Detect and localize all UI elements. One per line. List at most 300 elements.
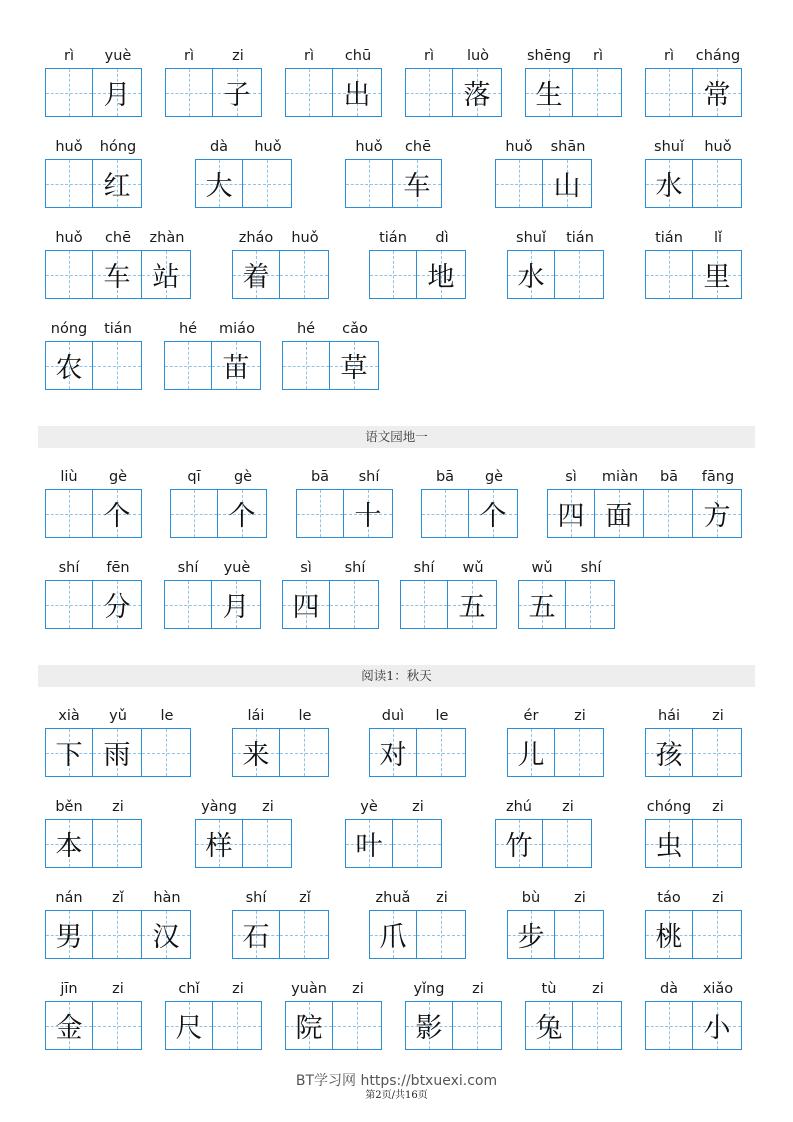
- pinyin-syllable: zháo: [238, 230, 274, 246]
- character-cell: [693, 68, 742, 117]
- blank-writing-cell[interactable]: [165, 68, 213, 117]
- hanzi-character: 桃: [655, 922, 683, 953]
- tianzige-boxes: [285, 1001, 382, 1050]
- word-row: [0, 886, 793, 976]
- hanzi-character: 叶: [355, 831, 383, 862]
- section-title-yuwen-yuandi: 语文园地一: [38, 426, 755, 448]
- hanzi-character: 虫: [655, 831, 683, 862]
- hanzi-character: 石: [242, 922, 270, 953]
- hanzi-character: 分: [103, 592, 131, 623]
- hanzi-character: 步: [517, 922, 545, 953]
- blank-writing-cell[interactable]: [693, 910, 742, 959]
- character-cell: [417, 250, 466, 299]
- hanzi-character: 车: [103, 262, 131, 293]
- tianzige-boxes: [645, 1001, 742, 1050]
- blank-writing-cell[interactable]: [164, 341, 212, 390]
- hanzi-character: 爪: [379, 922, 407, 953]
- character-cell: [507, 910, 555, 959]
- character-cell: [218, 489, 267, 538]
- pinyin-syllable: yǔ: [109, 708, 127, 724]
- pinyin-syllable: zi: [352, 981, 364, 997]
- tianzige-boxes: [232, 728, 329, 777]
- pinyin-syllable: bā: [310, 469, 330, 485]
- hanzi-character: 月: [103, 80, 131, 111]
- blank-writing-cell[interactable]: [333, 1001, 382, 1050]
- pinyin-syllable: ér: [523, 708, 539, 724]
- tianzige-boxes: [282, 341, 379, 390]
- character-cell: [507, 250, 555, 299]
- pinyin-syllable: gè: [484, 469, 504, 485]
- section-title-reading-autumn: 阅读1：秋天: [38, 665, 755, 687]
- blank-writing-cell[interactable]: [280, 728, 329, 777]
- footer-page-number: 第2页/共16页: [365, 1090, 428, 1101]
- pinyin-syllable: miáo: [219, 321, 255, 337]
- pinyin-syllable: zi: [232, 981, 244, 997]
- tianzige-boxes: [195, 159, 292, 208]
- character-cell: [595, 489, 644, 538]
- blank-writing-cell[interactable]: [164, 580, 212, 629]
- character-cell: [195, 159, 243, 208]
- hanzi-character: 里: [703, 262, 731, 293]
- tianzige-boxes: [495, 819, 592, 868]
- character-cell: [282, 580, 330, 629]
- pinyin-syllable: zi: [562, 799, 574, 815]
- pinyin-syllable: shí: [413, 560, 435, 576]
- pinyin-syllable: chū: [344, 48, 372, 64]
- pinyin-syllable: běn: [55, 799, 83, 815]
- tianzige-boxes: [495, 159, 592, 208]
- hanzi-character: 落: [463, 80, 491, 111]
- blank-writing-cell[interactable]: [421, 489, 469, 538]
- pinyin-syllable: jīn: [60, 981, 78, 997]
- tianzige-boxes: [645, 159, 742, 208]
- tianzige-boxes: [645, 728, 742, 777]
- pinyin-syllable: wǔ: [462, 560, 484, 576]
- pinyin-syllable: zi: [112, 981, 124, 997]
- pinyin-syllable: zi: [574, 890, 586, 906]
- pinyin-syllable: nán: [55, 890, 83, 906]
- pinyin-syllable: zi: [712, 799, 724, 815]
- blank-writing-cell[interactable]: [566, 580, 615, 629]
- blank-writing-cell[interactable]: [645, 68, 693, 117]
- pinyin-syllable: shí: [245, 890, 267, 906]
- pinyin-syllable: tián: [104, 321, 132, 337]
- tianzige-boxes: [45, 728, 191, 777]
- blank-writing-cell[interactable]: [45, 68, 93, 117]
- word-row: [0, 135, 793, 225]
- pinyin-syllable: huǒ: [55, 230, 83, 246]
- hanzi-character: 儿: [517, 740, 545, 771]
- blank-writing-cell[interactable]: [45, 580, 93, 629]
- blank-writing-cell[interactable]: [453, 1001, 502, 1050]
- hanzi-character: 大: [205, 171, 233, 202]
- pinyin-syllable: le: [298, 708, 312, 724]
- hanzi-character: 车: [403, 171, 431, 202]
- pinyin-syllable: cǎo: [342, 321, 368, 337]
- pinyin-syllable: hàn: [153, 890, 181, 906]
- character-cell: [330, 341, 379, 390]
- character-cell: [393, 159, 442, 208]
- pinyin-syllable: le: [435, 708, 449, 724]
- character-cell: [45, 341, 93, 390]
- tianzige-boxes: [645, 910, 742, 959]
- hanzi-character: 月: [222, 592, 250, 623]
- hanzi-character: 地: [427, 262, 455, 293]
- hanzi-character: 五: [528, 592, 556, 623]
- tianzige-boxes: [45, 1001, 142, 1050]
- pinyin-syllable: shān: [550, 139, 586, 155]
- hanzi-character: 水: [517, 262, 545, 293]
- character-cell: [453, 68, 502, 117]
- pinyin-syllable: rì: [424, 48, 434, 64]
- hanzi-character: 男: [55, 922, 83, 953]
- tianzige-boxes: [165, 68, 262, 117]
- blank-writing-cell[interactable]: [645, 250, 693, 299]
- tianzige-boxes: [45, 580, 142, 629]
- word-row: [0, 44, 793, 134]
- character-cell: [693, 250, 742, 299]
- pinyin-syllable: bù: [521, 890, 541, 906]
- character-cell: [518, 580, 566, 629]
- blank-writing-cell[interactable]: [555, 250, 604, 299]
- tianzige-boxes: [45, 819, 142, 868]
- hanzi-character: 苗: [222, 353, 250, 384]
- tianzige-boxes: [400, 580, 497, 629]
- tianzige-boxes: [45, 489, 142, 538]
- character-cell: [525, 68, 573, 117]
- hanzi-character: 四: [292, 592, 320, 623]
- hanzi-character: 面: [605, 501, 633, 532]
- tianzige-boxes: [45, 159, 142, 208]
- blank-writing-cell[interactable]: [417, 728, 466, 777]
- pinyin-syllable: zi: [574, 708, 586, 724]
- hanzi-character: 站: [152, 262, 180, 293]
- pinyin-syllable: chóng: [646, 799, 692, 815]
- character-cell: [469, 489, 518, 538]
- pinyin-syllable: shēng: [526, 48, 572, 64]
- hanzi-character: 农: [55, 353, 83, 384]
- blank-writing-cell[interactable]: [93, 341, 142, 390]
- tianzige-boxes: [421, 489, 518, 538]
- character-cell: [448, 580, 497, 629]
- blank-writing-cell[interactable]: [170, 489, 218, 538]
- blank-writing-cell[interactable]: [393, 819, 442, 868]
- blank-writing-cell[interactable]: [93, 1001, 142, 1050]
- pinyin-syllable: yuè: [223, 560, 251, 576]
- hanzi-character: 来: [242, 740, 270, 771]
- tianzige-boxes: [369, 728, 466, 777]
- pinyin-syllable: tián: [379, 230, 407, 246]
- pinyin-syllable: nóng: [50, 321, 88, 337]
- pinyin-syllable: hóng: [99, 139, 137, 155]
- pinyin-syllable: zhuǎ: [375, 890, 411, 906]
- blank-writing-cell[interactable]: [573, 1001, 622, 1050]
- blank-writing-cell[interactable]: [243, 159, 292, 208]
- tianzige-boxes: [369, 250, 466, 299]
- blank-writing-cell[interactable]: [693, 819, 742, 868]
- pinyin-syllable: dì: [435, 230, 449, 246]
- tianzige-boxes: [645, 68, 742, 117]
- tianzige-boxes: [165, 1001, 262, 1050]
- character-cell: [195, 819, 243, 868]
- character-cell: [547, 489, 595, 538]
- character-cell: [405, 1001, 453, 1050]
- blank-writing-cell[interactable]: [213, 1001, 262, 1050]
- blank-writing-cell[interactable]: [405, 68, 453, 117]
- pinyin-syllable: gè: [233, 469, 253, 485]
- hanzi-character: 尺: [175, 1013, 203, 1044]
- pinyin-syllable: tián: [655, 230, 683, 246]
- blank-writing-cell[interactable]: [369, 250, 417, 299]
- pinyin-syllable: rì: [64, 48, 74, 64]
- pinyin-syllable: yuè: [104, 48, 132, 64]
- blank-writing-cell[interactable]: [280, 910, 329, 959]
- hanzi-character: 雨: [103, 740, 131, 771]
- blank-writing-cell[interactable]: [400, 580, 448, 629]
- pinyin-syllable: lái: [247, 708, 265, 724]
- hanzi-character: 五: [458, 592, 486, 623]
- hanzi-character: 下: [55, 740, 83, 771]
- hanzi-character: 四: [557, 501, 585, 532]
- blank-writing-cell[interactable]: [693, 728, 742, 777]
- tianzige-boxes: [195, 819, 292, 868]
- blank-writing-cell[interactable]: [417, 910, 466, 959]
- character-cell: [45, 728, 93, 777]
- pinyin-syllable: bā: [659, 469, 679, 485]
- pinyin-syllable: gè: [108, 469, 128, 485]
- hanzi-character: 十: [354, 501, 382, 532]
- blank-writing-cell[interactable]: [142, 728, 191, 777]
- pinyin-syllable: shí: [344, 560, 366, 576]
- word-row: [0, 795, 793, 885]
- tianzige-boxes: [405, 1001, 502, 1050]
- blank-writing-cell[interactable]: [296, 489, 344, 538]
- pinyin-syllable: yǐng: [413, 981, 445, 997]
- tianzige-boxes: [232, 250, 329, 299]
- hanzi-character: 常: [703, 80, 731, 111]
- pinyin-syllable: zhàn: [149, 230, 185, 246]
- pinyin-syllable: sì: [565, 469, 577, 485]
- tianzige-boxes: [164, 341, 261, 390]
- tianzige-boxes: [170, 489, 267, 538]
- pinyin-syllable: fēn: [106, 560, 130, 576]
- hanzi-character: 个: [103, 501, 131, 532]
- pinyin-syllable: rì: [304, 48, 314, 64]
- blank-writing-cell[interactable]: [45, 159, 93, 208]
- character-cell: [525, 1001, 573, 1050]
- hanzi-character: 小: [703, 1013, 731, 1044]
- tianzige-boxes: [369, 910, 466, 959]
- pinyin-syllable: chǐ: [178, 981, 200, 997]
- pinyin-syllable: xià: [58, 708, 80, 724]
- pinyin-syllable: chē: [104, 230, 132, 246]
- tianzige-boxes: [518, 580, 615, 629]
- pinyin-syllable: shí: [580, 560, 602, 576]
- character-cell: [232, 250, 280, 299]
- tianzige-boxes: [405, 68, 502, 117]
- hanzi-character: 竹: [505, 831, 533, 862]
- tianzige-boxes: [282, 580, 379, 629]
- blank-writing-cell[interactable]: [282, 341, 330, 390]
- pinyin-syllable: duì: [381, 708, 405, 724]
- hanzi-character: 生: [535, 80, 563, 111]
- character-cell: [369, 728, 417, 777]
- character-cell: [495, 819, 543, 868]
- blank-writing-cell[interactable]: [644, 489, 693, 538]
- blank-writing-cell[interactable]: [495, 159, 543, 208]
- word-row: [0, 226, 793, 316]
- hanzi-character: 个: [228, 501, 256, 532]
- pinyin-syllable: xiǎo: [702, 981, 734, 997]
- pinyin-syllable: shí: [58, 560, 80, 576]
- character-cell: [369, 910, 417, 959]
- pinyin-syllable: zi: [592, 981, 604, 997]
- word-row: [0, 704, 793, 794]
- blank-writing-cell[interactable]: [93, 819, 142, 868]
- pinyin-syllable: sì: [300, 560, 312, 576]
- blank-writing-cell[interactable]: [243, 819, 292, 868]
- pinyin-syllable: huǒ: [355, 139, 383, 155]
- character-cell: [45, 819, 93, 868]
- blank-writing-cell[interactable]: [93, 910, 142, 959]
- hanzi-character: 红: [103, 171, 131, 202]
- character-cell: [645, 728, 693, 777]
- tianzige-boxes: [507, 728, 604, 777]
- pinyin-syllable: tù: [541, 981, 557, 997]
- character-cell: [645, 159, 693, 208]
- hanzi-character: 个: [479, 501, 507, 532]
- pinyin-syllable: tián: [566, 230, 594, 246]
- pinyin-syllable: huǒ: [505, 139, 533, 155]
- character-cell: [212, 580, 261, 629]
- pinyin-syllable: zi: [436, 890, 448, 906]
- character-cell: [693, 489, 742, 538]
- character-cell: [142, 910, 191, 959]
- pinyin-syllable: bā: [435, 469, 455, 485]
- pinyin-syllable: zhú: [506, 799, 532, 815]
- hanzi-character: 孩: [655, 740, 683, 771]
- tianzige-boxes: [45, 250, 191, 299]
- character-cell: [142, 250, 191, 299]
- pinyin-syllable: zi: [112, 799, 124, 815]
- word-row: [0, 977, 793, 1067]
- character-cell: [213, 68, 262, 117]
- character-cell: [344, 489, 393, 538]
- blank-writing-cell[interactable]: [645, 1001, 693, 1050]
- pinyin-syllable: zi: [412, 799, 424, 815]
- tianzige-boxes: [45, 341, 142, 390]
- pinyin-syllable: rì: [184, 48, 194, 64]
- character-cell: [93, 68, 142, 117]
- character-cell: [165, 1001, 213, 1050]
- hanzi-character: 汉: [152, 922, 180, 953]
- character-cell: [645, 910, 693, 959]
- tianzige-boxes: [45, 68, 142, 117]
- word-row: [0, 465, 793, 555]
- pinyin-syllable: lǐ: [713, 230, 723, 246]
- pinyin-syllable: shuǐ: [654, 139, 684, 155]
- blank-writing-cell[interactable]: [330, 580, 379, 629]
- tianzige-boxes: [45, 910, 191, 959]
- hanzi-character: 样: [205, 831, 233, 862]
- blank-writing-cell[interactable]: [285, 68, 333, 117]
- hanzi-character: 草: [340, 353, 368, 384]
- character-cell: [507, 728, 555, 777]
- character-cell: [645, 819, 693, 868]
- blank-writing-cell[interactable]: [345, 159, 393, 208]
- blank-writing-cell[interactable]: [555, 728, 604, 777]
- pinyin-syllable: yè: [360, 799, 378, 815]
- character-cell: [93, 159, 142, 208]
- hanzi-character: 方: [703, 501, 731, 532]
- pinyin-syllable: táo: [657, 890, 681, 906]
- character-cell: [93, 250, 142, 299]
- blank-writing-cell[interactable]: [45, 250, 93, 299]
- pinyin-syllable: huǒ: [704, 139, 732, 155]
- pinyin-syllable: cháng: [695, 48, 741, 64]
- character-cell: [232, 910, 280, 959]
- pinyin-syllable: wǔ: [531, 560, 553, 576]
- hanzi-character: 子: [223, 80, 251, 111]
- pinyin-syllable: shí: [358, 469, 380, 485]
- footer-site-url: BT学习网 https://btxuexi.com: [295, 1073, 498, 1089]
- pinyin-syllable: luò: [466, 48, 490, 64]
- pinyin-syllable: dà: [209, 139, 229, 155]
- blank-writing-cell[interactable]: [45, 489, 93, 538]
- hanzi-character: 着: [242, 262, 270, 293]
- pinyin-syllable: zi: [712, 890, 724, 906]
- pinyin-syllable: miàn: [601, 469, 639, 485]
- blank-writing-cell[interactable]: [280, 250, 329, 299]
- tianzige-boxes: [525, 1001, 622, 1050]
- character-cell: [543, 159, 592, 208]
- pinyin-syllable: hái: [657, 708, 681, 724]
- hanzi-character: 影: [415, 1013, 443, 1044]
- character-cell: [333, 68, 382, 117]
- blank-writing-cell[interactable]: [555, 910, 604, 959]
- character-cell: [93, 580, 142, 629]
- pinyin-syllable: chē: [404, 139, 432, 155]
- tianzige-boxes: [345, 819, 442, 868]
- tianzige-boxes: [507, 910, 604, 959]
- pinyin-syllable: yàng: [201, 799, 237, 815]
- pinyin-syllable: shuǐ: [516, 230, 546, 246]
- hanzi-character: 本: [55, 831, 83, 862]
- pinyin-syllable: dà: [659, 981, 679, 997]
- pinyin-syllable: huǒ: [291, 230, 319, 246]
- pinyin-syllable: fāng: [701, 469, 735, 485]
- hanzi-character: 兔: [535, 1013, 563, 1044]
- pinyin-syllable: huǒ: [254, 139, 282, 155]
- hanzi-character: 金: [55, 1013, 83, 1044]
- tianzige-boxes: [164, 580, 261, 629]
- blank-writing-cell[interactable]: [543, 819, 592, 868]
- tianzige-boxes: [296, 489, 393, 538]
- tianzige-boxes: [645, 819, 742, 868]
- tianzige-boxes: [345, 159, 442, 208]
- pinyin-syllable: le: [160, 708, 174, 724]
- word-row: [0, 556, 793, 646]
- pinyin-syllable: zi: [472, 981, 484, 997]
- character-cell: [285, 1001, 333, 1050]
- blank-writing-cell[interactable]: [573, 68, 622, 117]
- blank-writing-cell[interactable]: [693, 159, 742, 208]
- pinyin-syllable: zǐ: [299, 890, 311, 906]
- pinyin-syllable: zi: [712, 708, 724, 724]
- pinyin-syllable: zi: [262, 799, 274, 815]
- character-cell: [212, 341, 261, 390]
- hanzi-character: 山: [553, 171, 581, 202]
